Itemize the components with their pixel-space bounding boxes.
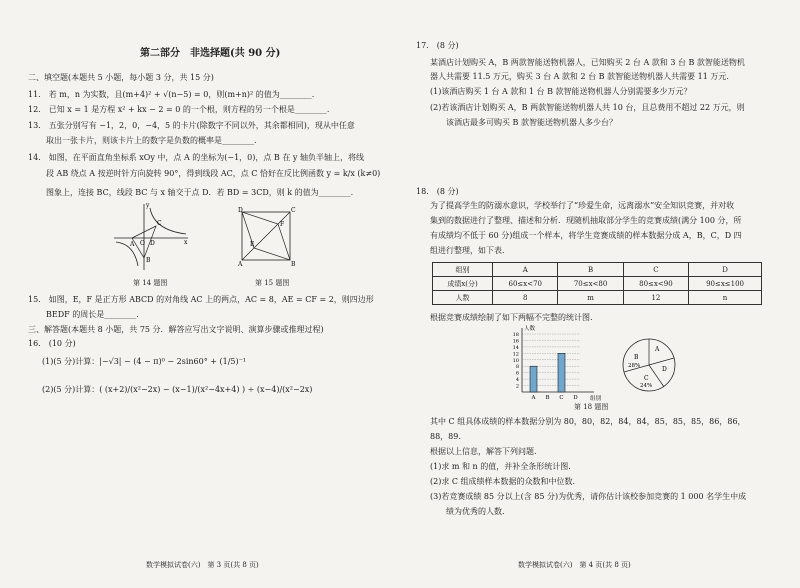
svg-text:D: D [238,207,243,214]
y-tick-label: 4 [515,377,519,384]
x-tick-label: A [531,395,536,401]
bar-a [530,366,537,392]
question-18-line1: 为了提高学生的防溺水意识，学校举行了“珍爱生命，远离溺水”安全知识竞赛，并对收 [430,201,735,210]
question-13-line1: 13. 五张分别写有 −1，2，0，−4，5 的卡片(除数字不同以外，其余都相同)，现从中任意 [28,121,355,130]
svg-text:B: B [291,261,296,268]
table-cell: C [623,263,688,277]
pie-label-a: A [655,346,660,353]
question-16-part2: (2)(5 分)计算：( (x+2)/(x²−2x) − (x−1)/(x²−4x+4) ) ÷ (x−4)/(x²−2x) [42,385,313,394]
footer-page-3: 数学模拟试卷(六) 第 3 页(共 8 页) [146,561,259,569]
pie-pct-c: 24% [640,383,653,389]
page-4 [404,0,800,588]
x-tick-label: D [573,395,578,401]
question-12: 12. 已知 x = 1 是方程 x² + kx − 2 = 0 的一个根，则方程的另一个根是________. [28,105,330,114]
table-row [433,277,762,291]
question-16: 16. (10 分) [28,339,76,348]
footer-page-4: 数学模拟试卷(六) 第 4 页(共 8 页) [518,561,631,569]
question-17-line2: 器人共需要 11.5 万元，购买 3 台 A 款和 2 台 B 款智能送物机器人共需要 11 万元. [430,72,729,81]
svg-text:F: F [280,221,285,228]
table-cell: 8 [493,291,558,305]
question-18-prompt: 根据以上信息，解答下列问题. [430,447,537,456]
pie-label-b: B [634,354,639,361]
svg-text:A: A [130,241,135,248]
x-tick-label: C [559,395,564,401]
pie-pct-b: 28% [628,363,641,369]
svg-text:O: O [140,240,145,247]
y-tick-label: 8 [515,364,519,371]
table-row [433,291,762,305]
question-18: 18. (8 分) [416,187,459,196]
question-18-part2: (2)求 C 组成绩样本数据的众数和中位数. [430,477,576,486]
y-tick-label: 14 [512,344,519,351]
svg-text:y: y [146,202,150,209]
svg-text:E: E [250,241,255,248]
question-14-line2: 段 AB 绕点 A 按逆时针方向旋转 90°，得到线段 AC，点 C 恰好在反比例函数 y = k/x (k≠0) [46,169,381,178]
question-18-part3-line2: 绩为优秀的人数. [446,507,505,516]
question-18-line4: 组进行整理，如下表. [430,246,505,255]
question-17-part2-line2: 该酒店最多可购买 B 款智能送物机器人多少台？ [446,118,617,127]
pie-chart [620,336,678,394]
x-axis-label: 组别 [590,396,602,402]
question-17-line1: 某酒店计划购买 A，B 两款智能送物机器人，已知购买 2 台 A 款和 3 台 B 款智能送物机 [430,58,745,67]
table-cell: m [558,291,623,305]
question-16-part1: (1)(5 分)计算：|−√3| − (4 − π)⁰ − 2sin60° + (1/5)⁻¹ [42,357,247,366]
y-tick-label: 10 [512,357,519,364]
table-cell: 人数 [433,291,493,305]
svg-text:x: x [184,239,188,246]
bar-chart [504,326,604,402]
chart-intro: 根据竞赛成绩绘制了如下两幅不完整的统计图. [430,313,593,322]
question-18-part1: (1)求 m 和 n 的值，并补全条形统计图. [430,462,571,471]
y-tick-label: 16 [512,338,519,345]
section-answer: 三、解答题(本题共 8 小题，共 75 分．解答应写出文字说明、演算步骤或推理过程) [28,325,324,334]
question-18-line3: 有成绩均不低于 60 分)组成一个样本，将学生竞赛成绩的样本数据分成 A，B，C，D 四 [430,231,742,240]
y-tick-label: 18 [512,332,519,338]
svg-text:B: B [146,257,151,264]
table-cell: n [689,291,762,305]
score-table [432,262,762,305]
table-cell: A [493,263,558,277]
table-cell: 80≤x<90 [623,277,688,291]
table-row [433,263,762,277]
question-18-data-line1: 其中 C 组具体成绩的样本数据分别为 80，80，82，84，84，85，85，85，86，86， [430,417,746,426]
y-tick-label: 2 [515,383,519,390]
table-cell: 60≤x<70 [493,277,558,291]
figure-18-caption: 第 18 题图 [574,403,609,411]
figure-14 [110,200,190,272]
question-13-line2: 取出一张卡片，则该卡片上的数字是负数的概率是________. [46,136,257,145]
y-tick-label: 6 [515,370,519,377]
svg-text:A: A [238,261,243,268]
question-15-line1: 15. 如图，E，F 是正方形 ABCD 的对角线 AC 上的两点，AC = 8，AE = CF = 2，则四边形 [28,295,374,304]
bar-c [558,353,565,392]
part-title: 第二部分 非选择题(共 90 分) [140,48,281,59]
y-axis-label: 人数 [524,326,536,332]
question-17: 17. (8 分) [416,41,459,50]
pie-label-c: C [644,375,649,382]
figure-15-caption: 第 15 题图 [255,279,290,287]
question-14-line1: 14. 如图，在平面直角坐标系 xOy 中，点 A 的坐标为(−1，0)，点 B 在 y 轴负半轴上，将线 [28,153,364,162]
question-15-line2: BEDF 的周长是________. [46,310,139,319]
svg-text:D: D [150,240,155,247]
question-18-line2: 集到的数据进行了整理、描述和分析．现随机抽取部分学生的竞赛成绩(满分 100 分，所 [430,216,742,225]
question-14-line3: 图象上，连接 BC，线段 BC 与 x 轴交于点 D．若 BD = 3CD，则 k 的值为________. [46,188,354,197]
table-cell: 成绩x(分) [433,277,493,291]
question-17-part1: (1)该酒店购买 1 台 A 款和 1 台 B 款智能送物机器人分别需要多少万元？ [430,87,692,96]
table-cell: D [689,263,762,277]
y-tick-label: 12 [512,351,519,358]
pie-label-d: D [662,366,667,373]
table-cell: 12 [623,291,688,305]
figure-15 [238,208,294,266]
question-11: 11. 若 m，n 为实数，且(m+4)² + √(n−5) = 0，则(m+n)² 的值为________. [28,90,315,99]
figure-14-caption: 第 14 题图 [133,279,168,287]
table-cell: B [558,263,623,277]
table-cell: 90≤x≤100 [689,277,762,291]
svg-text:C: C [157,220,162,227]
x-tick-label: B [545,395,550,401]
svg-text:C: C [291,207,296,214]
table-cell: 组别 [433,263,493,277]
question-18-data-line2: 88，89. [430,432,461,441]
section-fill-blank: 二、填空题(本题共 5 小题，每小题 3 分，共 15 分) [28,73,214,82]
table-cell: 70≤x<80 [558,277,623,291]
question-17-part2-line1: (2)若该酒店计划购买 A，B 两款智能送物机器人共 10 台，且总费用不超过 22 万元，则 [430,103,745,112]
question-18-part3-line1: (3)若竞赛成绩 85 分以上(含 85 分)为优秀，请你估计该校参加竞赛的 1 000 名学生中成 [430,492,747,501]
